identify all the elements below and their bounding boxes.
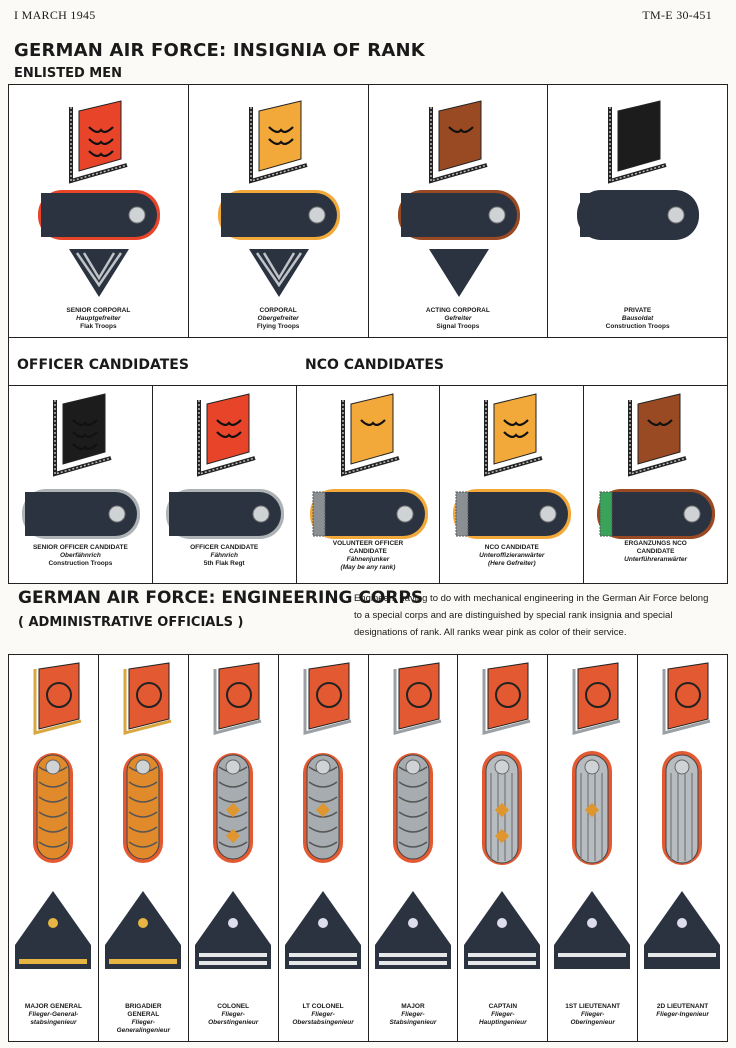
- engineer-german: Flieger-: [401, 1011, 425, 1018]
- rank-name: CORPORAL: [259, 307, 297, 314]
- candidate-cell: [153, 386, 297, 583]
- shoulder-strap-body: [25, 492, 115, 536]
- sleeve-stripe: [558, 953, 626, 957]
- propeller-icon: [677, 918, 687, 928]
- enlisted-insignia-2: [189, 85, 368, 337]
- strap-button: [136, 760, 150, 774]
- collar-patch: [309, 663, 349, 729]
- engineer-cell: [548, 655, 638, 1041]
- candidate-note: (Here Gefreiter): [487, 560, 536, 567]
- engineer-insignia-7: [548, 655, 637, 1041]
- engineer-cell: [9, 655, 99, 1041]
- page-title: GERMAN AIR FORCE: INSIGNIA OF RANK: [14, 40, 425, 61]
- candidate-branch: 5th Flak Regt: [203, 560, 245, 567]
- engineer-german-2: Stabsingenieur: [389, 1019, 437, 1026]
- candidate-german: Unteroffizieranwärter: [479, 552, 545, 559]
- enlisted-cell: [9, 85, 189, 337]
- engineer-rank: BRIGADIER: [125, 1003, 162, 1010]
- collar-patch: [618, 101, 660, 171]
- sleeve-chevron: [429, 249, 489, 297]
- enlisted-insignia-3: [369, 85, 548, 337]
- engineer-german-2: stabsingenieur: [30, 1019, 77, 1026]
- shoulder-strap-body: [580, 193, 674, 237]
- rank-name: PRIVATE: [624, 307, 652, 314]
- collar-patch: [439, 101, 481, 171]
- engineer-german: Flieger-: [580, 1011, 605, 1018]
- engineer-insignia-8: [638, 655, 727, 1041]
- candidate-cell: [297, 386, 441, 583]
- candidate-rank: NCO CANDIDATE: [484, 544, 539, 551]
- engineer-german: Flieger-: [311, 1011, 335, 1018]
- engineering-title: GERMAN AIR FORCE: ENGINEERING CORPS: [18, 588, 424, 608]
- engineer-rank: 1ST LIEUTENANT: [565, 1003, 621, 1010]
- candidate-rank: OFFICER CANDIDATE: [190, 544, 259, 551]
- engineer-german-2: Oberstingenieur: [208, 1019, 259, 1026]
- candidate-german: Fähnrich: [210, 552, 238, 559]
- shoulder-strap-body: [401, 193, 495, 237]
- engineer-german-2: Oberingenieur: [570, 1019, 615, 1026]
- enlisted-cell: [548, 85, 727, 337]
- engineer-insignia-5: [369, 655, 458, 1041]
- collar-patch: [219, 663, 259, 729]
- strap-button: [668, 207, 684, 223]
- candidate-cell: [584, 386, 727, 583]
- engineering-description: Engineers having to do with mechanical engineering in the German Air Force belong to a special corps and are distinguished by special rank insignia and special designations of rank. All ranks wear pink as color of their service.: [354, 593, 709, 638]
- rank-name: SENIOR CORPORAL: [66, 307, 131, 314]
- engineer-rank-line2: GENERAL: [127, 1011, 160, 1018]
- strap-button: [253, 506, 269, 522]
- engineer-german: Flieger-: [131, 1019, 156, 1026]
- engineer-german: Flieger-: [221, 1011, 245, 1018]
- candidate-german: Oberfähnrich: [59, 552, 101, 559]
- shoulder-strap-body: [221, 193, 315, 237]
- sleeve-stripe: [468, 953, 536, 957]
- collar-patch: [39, 663, 79, 729]
- enlisted-heading: ENLISTED MEN: [14, 66, 123, 81]
- collar-patch: [79, 101, 121, 171]
- candidate-cell: [9, 386, 153, 583]
- manual-number: TM-E 30-451: [642, 8, 712, 22]
- collar-patch: [578, 663, 618, 729]
- collar-patch: [488, 663, 528, 729]
- collar-patch: [63, 394, 105, 464]
- shoulder-strap-body: [600, 492, 690, 536]
- candidate-rank: ERGANZUNGS NCO: [624, 540, 687, 547]
- engineer-rank: COLONEL: [217, 1003, 250, 1010]
- strap-button: [406, 760, 420, 774]
- shoulder-strap-body: [456, 492, 546, 536]
- strap-button: [540, 506, 556, 522]
- candidate-branch: Construction Troops: [48, 560, 113, 567]
- propeller-icon: [48, 918, 58, 928]
- strap-loop: [456, 492, 468, 536]
- engineer-cell: [279, 655, 369, 1041]
- candidate-rank: SENIOR OFFICER CANDIDATE: [32, 544, 128, 551]
- propeller-icon: [587, 918, 597, 928]
- engineer-german: Flieger-Ingenieur: [656, 1011, 709, 1018]
- sleeve-patch-base: [105, 945, 181, 969]
- engineer-insignia-6: [458, 655, 547, 1041]
- engineer-insignia-1: [9, 655, 98, 1041]
- branch: Flak Troops: [80, 323, 117, 330]
- engineer-german-2: Oberstabsingenieur: [292, 1019, 354, 1026]
- enlisted-cell: [369, 85, 549, 337]
- german-rank: Hauptgefreiter: [76, 315, 121, 322]
- candidate-rank: VOLUNTEER OFFICER: [332, 540, 404, 547]
- sleeve-stripe: [199, 953, 267, 957]
- strap-button: [226, 760, 240, 774]
- strap-button: [489, 207, 505, 223]
- collar-patch: [399, 663, 439, 729]
- engineer-cell: [638, 655, 727, 1041]
- engineer-cell: [99, 655, 189, 1041]
- engineer-german: Flieger-General-: [28, 1011, 79, 1018]
- collar-patch: [207, 394, 249, 464]
- sleeve-stripe: [199, 961, 267, 965]
- strap-button: [675, 760, 689, 774]
- collar-patch: [259, 101, 301, 171]
- engineer-rank: CAPTAIN: [488, 1003, 518, 1010]
- propeller-icon: [138, 918, 148, 928]
- collar-patch: [351, 394, 393, 464]
- strap-loop: [600, 492, 612, 536]
- sleeve-patch-base: [15, 945, 91, 969]
- engineer-cell: [189, 655, 279, 1041]
- strap-loop: [313, 492, 325, 536]
- candidate-rank-line2: CANDIDATE: [636, 548, 675, 555]
- collar-patch: [129, 663, 169, 729]
- strap-button: [129, 207, 145, 223]
- propeller-icon: [318, 918, 328, 928]
- engineer-rank: 2D LIEUTENANT: [656, 1003, 709, 1010]
- engineer-insignia-3: [189, 655, 278, 1041]
- strap-button: [397, 506, 413, 522]
- shoulder-strap-body: [313, 492, 403, 536]
- engineer-rank: LT COLONEL: [302, 1003, 344, 1010]
- german-rank: Gefreiter: [444, 315, 472, 322]
- strap-button: [585, 760, 599, 774]
- collar-patch: [494, 394, 536, 464]
- shoulder-strap-body: [41, 193, 135, 237]
- engineer-insignia-4: [279, 655, 368, 1041]
- enlisted-panel: [8, 84, 728, 584]
- enlisted-insignia-1: [9, 85, 188, 337]
- enlisted-insignia-4: [548, 85, 727, 337]
- branch: Flying Troops: [256, 323, 300, 330]
- candidate-cell: [440, 386, 584, 583]
- sleeve-stripe: [289, 953, 357, 957]
- document-date: I MARCH 1945: [14, 8, 96, 22]
- sleeve-stripe: [289, 961, 357, 965]
- candidate-rank-line2: CANDIDATE: [349, 548, 387, 555]
- sleeve-stripe: [648, 953, 716, 957]
- shoulder-strap-body: [169, 492, 259, 536]
- engineer-german-2: Hauptingenieur: [478, 1019, 527, 1026]
- engineer-cell: [369, 655, 459, 1041]
- candidate-german: Unterführeranwärter: [624, 556, 688, 563]
- engineering-subtitle: ( ADMINISTRATIVE OFFICIALS ): [18, 615, 244, 630]
- propeller-icon: [228, 918, 238, 928]
- strap-button: [495, 760, 509, 774]
- strap-button: [309, 207, 325, 223]
- sleeve-stripe: [109, 959, 177, 964]
- candidate-note: (May be any rank): [340, 564, 396, 571]
- branch: Construction Troops: [605, 323, 670, 330]
- engineering-panel: [8, 654, 728, 1042]
- strap-button: [316, 760, 330, 774]
- strap-button: [46, 760, 60, 774]
- engineer-rank: MAJOR: [401, 1003, 425, 1010]
- engineer-german-2: Generalingenieur: [116, 1027, 171, 1034]
- strap-button: [109, 506, 125, 522]
- candidate-german: Fähnenjunker: [346, 556, 390, 563]
- sleeve-stripe: [19, 959, 87, 964]
- engineer-insignia-2: [99, 655, 188, 1041]
- branch: Signal Troops: [436, 323, 480, 330]
- rank-name: ACTING CORPORAL: [425, 307, 490, 314]
- engineer-german: Flieger-: [491, 1011, 515, 1018]
- sleeve-stripe: [468, 961, 536, 965]
- collar-patch: [638, 394, 680, 464]
- engineer-cell: [458, 655, 548, 1041]
- engineer-rank: MAJOR GENERAL: [24, 1003, 82, 1010]
- sleeve-stripe: [379, 953, 447, 957]
- enlisted-cell: [189, 85, 369, 337]
- propeller-icon: [497, 918, 507, 928]
- sleeve-stripe: [379, 961, 447, 965]
- officer-candidates-heading: OFFICER CANDIDATES: [17, 357, 189, 373]
- german-rank: Obergefreiter: [257, 315, 299, 322]
- german-rank: Bausoldat: [621, 315, 654, 322]
- nco-candidates-heading: NCO CANDIDATES: [305, 357, 444, 373]
- propeller-icon: [408, 918, 418, 928]
- strap-button: [684, 506, 700, 522]
- collar-patch: [668, 663, 708, 729]
